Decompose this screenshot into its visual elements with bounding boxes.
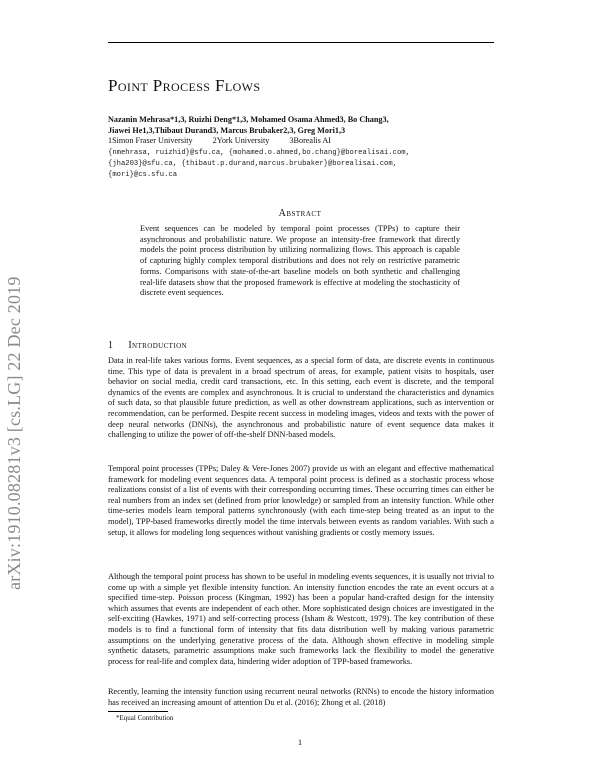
footnote: *Equal Contribution xyxy=(116,714,174,722)
abstract-text: Event sequences can be modeled by temporal point processes (TPPs) to capture their asynchronous and probabilistic nature. We propose an intensity-free framework that directly models the point process distribution by utilizing normalizing flows. This approach is capable of capturing highly complex temporal distributions and does not rely on restrictive parametric forms. Comparisons with state-of-the-art baseline models on both synthetic and challenging real-life datasets show that the proposed framework is effective at modeling the stochasticity of discrete event sequences. xyxy=(140,224,460,298)
section-title: Introduction xyxy=(128,340,187,351)
top-rule xyxy=(108,42,494,43)
affiliations xyxy=(108,136,349,145)
abstract-heading: Abstract xyxy=(278,208,322,219)
intro-paragraph-4: Recently, learning the intensity function using recurrent neural networks (RNNs) to encode the history information has received an increasing amount of attention Du et al. (2016); Zhong et al. (2018) xyxy=(108,687,494,707)
intro-paragraph-1: Data in real-life takes various forms. Event sequences, as a special form of data, are discrete events in continuous time. This type of data is prevalent in a broad spectrum of areas, for example, patient visits to hospitals, user behavior on social media, credit card transactions, etc. In this setting, each event is discrete, and the temporal dynamics of the events are complex and asynchronous. It is crucial to understand the characteristics and dynamics of such data, so that plausible future prediction, as well as other downstream applications, such as intervention or recommendation, can be performed. Despite recent success in modeling images, videos and texts with the power of deep neural networks (DNNs), the asynchronous and probabilistic nature of event sequence data makes it challenging to utilize the power of off-the-shelf DNN-based models. xyxy=(108,356,494,440)
section-heading xyxy=(108,340,187,351)
affiliation-1: 1Simon Fraser University xyxy=(108,136,193,145)
arxiv-identifier: arXiv:1910.08281v3 [cs.LG] 22 Dec 2019 xyxy=(4,276,24,590)
affiliation-2: 2York University xyxy=(212,136,270,145)
footnote-rule xyxy=(108,711,168,712)
affiliation-3: 3Borealis AI xyxy=(289,136,332,145)
author-line-2: Jiawei He1,3,Thibaut Durand3, Marcus Brubaker2,3, Greg Mori1,3 xyxy=(108,126,346,135)
intro-paragraph-3: Although the temporal point process has shown to be useful in modeling events sequences, it is usually not trivial to come up with a simple yet flexible intensity function. An intensity function encodes the rate an event occurs at a specified time-step. Poisson process (Kingman, 1992) has been a popular hand-crafted design for the intensity which assumes that events are independent of each other. More sophisticated design choices are investigated in the self-exciting (Hawkes, 1971) and self-correcting process (Isham & Westcott, 1979). The key contribution of these models is to find a functional form of intensity that fits data distribution well by making various parametric assumptions on the underlying generative process of the data. Although shown effective in modeling simple synthetic datasets, parametric assumptions make such frameworks lack the flexibility to model the generative process for real-life and complex data, hindering wider adoption of TPP-based frameworks. xyxy=(108,572,494,666)
author-emails: {nmehrasa, ruizhid}@sfu.ca, {mohamed.o.ahmed,bo.chang}@borealisai.com, {jha203}@sfu.ca, {thibaut.p.durand,marcus.brubaker}@borealisai.com, {mori}@cs.sfu.ca xyxy=(108,149,410,179)
paper-title: Point Process Flows xyxy=(108,76,261,95)
page-number: 1 xyxy=(297,737,303,747)
author-list xyxy=(108,114,494,136)
author-line-1: Nazanin Mehrasa*1,3, Ruizhi Deng*1,3, Mohamed Osama Ahmed3, Bo Chang3, xyxy=(108,115,389,124)
section-number: 1 xyxy=(108,340,114,351)
intro-paragraph-2: Temporal point processes (TPPs; Daley & Vere-Jones 2007) provide us with an elegant and effective mathematical framework for modeling event sequences data. A temporal point process is defined as a stochastic process whose realizations consist of a list of events with their corresponding occurring times. These occurring times can either be real numbers from an index set (defined from prior knowledge) or sampled from an intensity function. While other time-series models learn temporal patterns synchronously (with each time-step being treated as an input to the model), TPP-based frameworks directly model the time intervals between events as random variables. With such a setup, it allows for modeling long sequences without vanishing gradients or costly memory issues. xyxy=(108,464,494,537)
